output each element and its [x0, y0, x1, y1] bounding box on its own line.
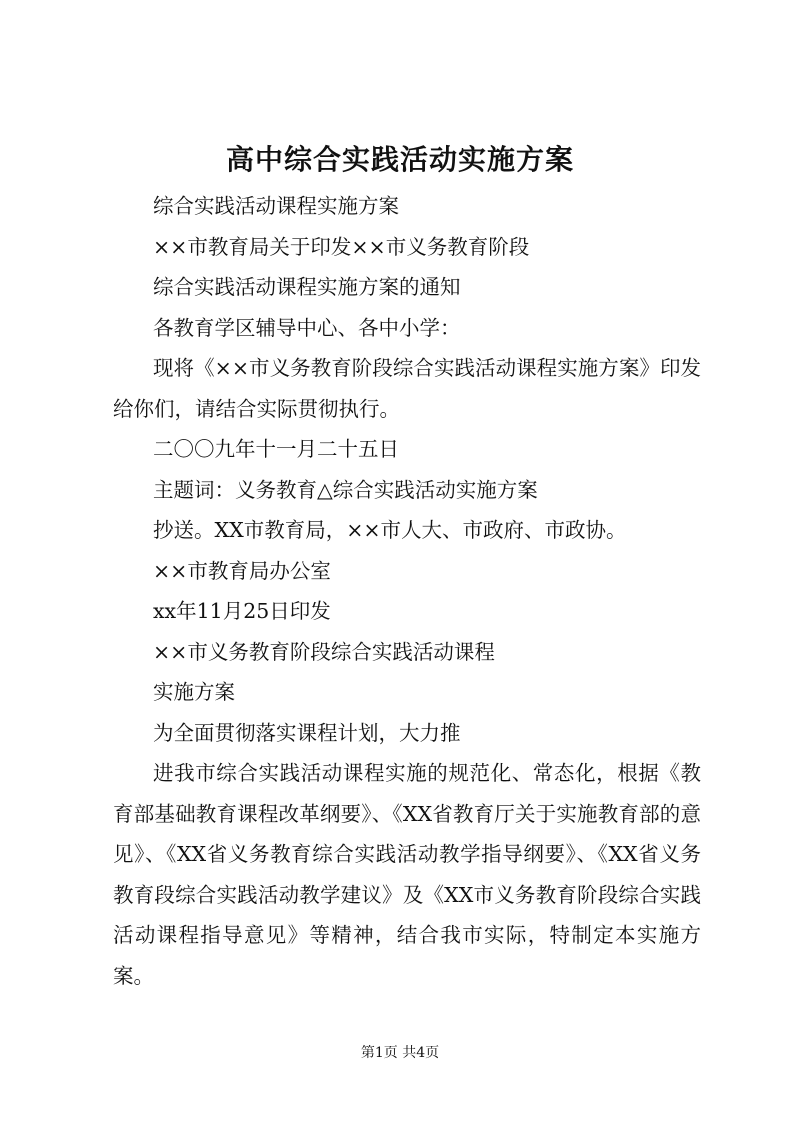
paragraph: 综合实践活动课程实施方案的通知 [153, 275, 461, 299]
document-title: 高中综合实践活动实施方案 [225, 143, 574, 176]
paragraph: ××市教育局关于印发××市义务教育阶段 [153, 234, 530, 259]
paragraph: 为全面贯彻落实课程计划，大力推 [153, 720, 461, 745]
paragraph: 二〇〇九年十一月二十五日 [153, 437, 399, 461]
paragraph: 综合实践活动课程实施方案 [153, 194, 399, 218]
paragraph: ××市教育局办公室 [153, 558, 331, 583]
paragraph: 进我市综合实践活动课程实施的规范化、常态化，根据《教育部基础教育课程改革纲要》、《XX省教育厅关于实施教育部的意见》、《XX省义务教育综合实践活动教学指导纲要》、《XX省义务教育段综合实践活动教学建议》及《XX市义务教育阶段综合实践活动课程指导意见》等精神，结合我市实际，特制定本实施方案。 [113, 761, 701, 988]
paragraph: 各教育学区辅导中心、各中小学： [153, 315, 461, 340]
page-number-footer: 第1页 共4页 [360, 1045, 440, 1061]
document-body [113, 186, 701, 996]
paragraph: xx年11月25日印发 [153, 599, 331, 623]
paragraph: ××市义务教育阶段综合实践活动课程 [153, 639, 495, 664]
paragraph: 实施方案 [153, 680, 235, 704]
paragraph: 抄送。XX市教育局，××市人大、市政府、市政协。 [153, 518, 627, 542]
paragraph: 主题词：义务教育△综合实践活动实施方案 [153, 477, 538, 502]
paragraph: 现将《××市义务教育阶段综合实践活动课程实施方案》印发给你们，请结合实际贯彻执行。 [113, 356, 701, 421]
